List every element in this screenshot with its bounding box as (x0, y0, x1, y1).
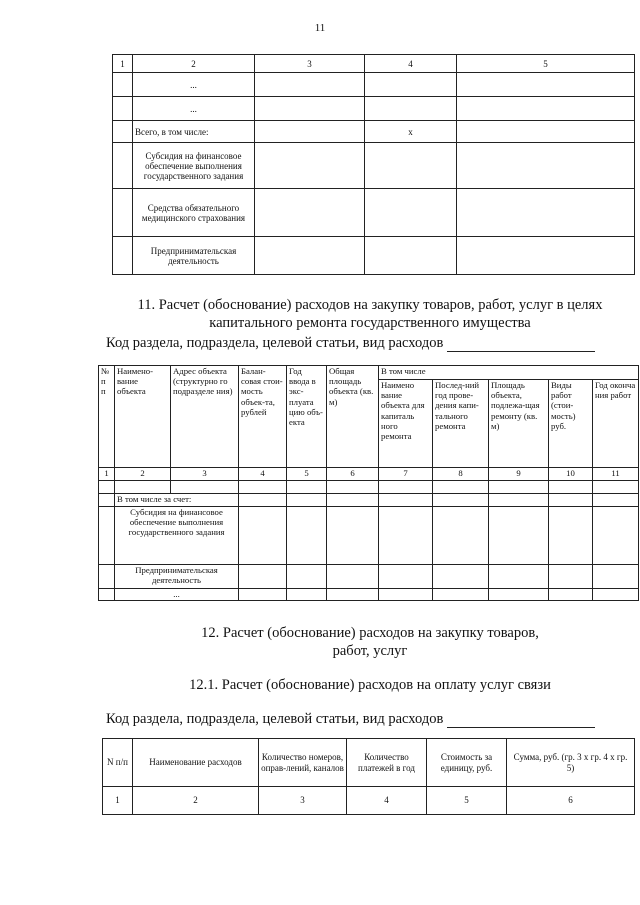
header-cell: Виды работ (стои-мость) руб. (549, 380, 593, 468)
page-number: 11 (314, 22, 326, 34)
row-label: Предпринимательская деятельность (133, 237, 255, 275)
header-cell: Адрес объекта (структурно го подразделе ния) (171, 366, 239, 468)
col-number: 6 (507, 787, 635, 815)
header-cell: Послед-ний год прове-дения капи-тального ремонта (433, 380, 489, 468)
table-row (113, 189, 635, 237)
col-number: 2 (133, 55, 255, 73)
header-cell: Количество платежей в год (347, 739, 427, 787)
header-cell: Балан-совая стои-мость объек-та, рублей (239, 366, 287, 468)
section-12-heading (100, 624, 640, 660)
col-number: 4 (347, 787, 427, 815)
header-cell: Наимено вание объекта для капиталь ного ремонта (379, 380, 433, 468)
column-number-row (113, 55, 635, 73)
row-label: ... (115, 589, 239, 601)
code-row-11 (106, 334, 640, 352)
header-cell: Стоимость за единицу, руб. (427, 739, 507, 787)
col-number: 9 (489, 468, 549, 481)
header-cell: N п/п (103, 739, 133, 787)
heading-line: капитального ремонта государственного имущества (209, 315, 531, 331)
row-label: Субсидия на финансовое обеспечение выполнения государственного задания (133, 143, 255, 189)
header-cell: Наимено-вание объекта (115, 366, 171, 468)
header-cell: Год ввода в экс-плуата цию объ-екта (287, 366, 327, 468)
heading-line: работ, услуг (332, 643, 408, 659)
code-input-line[interactable] (447, 337, 595, 352)
table-communication-services (102, 738, 635, 815)
header-cell: Общая площадь объекта (кв. м) (327, 366, 379, 468)
table-row (113, 121, 635, 143)
header-group: В том числе (379, 366, 639, 380)
col-number: 2 (115, 468, 171, 481)
col-number: 1 (99, 468, 115, 481)
header-cell: Год оконча ния работ (593, 380, 639, 468)
header-cell: Площадь объекта, подлежа-щая ремонту (кв. м) (489, 380, 549, 468)
column-number-row (103, 787, 635, 815)
col-number: 5 (287, 468, 327, 481)
col-number: 8 (433, 468, 489, 481)
code-input-line[interactable] (447, 713, 595, 728)
col-number: 3 (255, 55, 365, 73)
col-number: 7 (379, 468, 433, 481)
col-number: 5 (427, 787, 507, 815)
table-row (99, 494, 639, 507)
code-label: Код раздела, подраздела, целевой статьи, вид расходов (106, 335, 444, 351)
header-cell: Наименование расходов (133, 739, 259, 787)
row-label: ... (133, 73, 255, 97)
table-row (113, 73, 635, 97)
header-row (99, 366, 639, 380)
row-label: В том числе за счет: (115, 494, 239, 507)
row-label: Всего, в том числе: (133, 121, 255, 143)
col-number: 3 (259, 787, 347, 815)
row-label: Субсидия на финансовое обеспечение выполнения государственного задания (115, 507, 239, 565)
heading-line: 11. Расчет (обоснование) расходов на закупку товаров, работ, услуг в целях (137, 297, 603, 313)
col-number: 4 (365, 55, 457, 73)
col-number: 4 (239, 468, 287, 481)
table-row (113, 237, 635, 275)
table-capital-repair (98, 365, 639, 601)
col-number: 1 (113, 55, 133, 73)
section-11-heading (100, 296, 640, 332)
header-cell: Количество номеров, оправ-лений, каналов (259, 739, 347, 787)
col-number: 11 (593, 468, 639, 481)
table-funding-sources (112, 54, 635, 275)
header-cell: № п п (99, 366, 115, 468)
heading-line: 12. Расчет (обоснование) расходов на закупку товаров, (201, 625, 539, 641)
col-number: 5 (457, 55, 635, 73)
table-row (99, 565, 639, 589)
code-row-12 (106, 710, 640, 728)
row-label: Средства обязательного медицинского страхования (133, 189, 255, 237)
table-row (99, 507, 639, 565)
row-label: ... (133, 97, 255, 121)
table-row (99, 589, 639, 601)
section-12-1-heading: 12.1. Расчет (обоснование) расходов на оплату услуг связи (189, 677, 551, 693)
table-row (113, 97, 635, 121)
code-label: Код раздела, подраздела, целевой статьи, вид расходов (106, 711, 444, 727)
x-mark: x (365, 121, 457, 143)
col-number: 1 (103, 787, 133, 815)
table-row (113, 143, 635, 189)
header-cell: Сумма, руб. (гр. 3 x гр. 4 x гр. 5) (507, 739, 635, 787)
column-number-row (99, 468, 639, 481)
col-number: 10 (549, 468, 593, 481)
col-number: 3 (171, 468, 239, 481)
col-number: 6 (327, 468, 379, 481)
row-label: Предпринимательская деятельность (115, 565, 239, 589)
header-row (103, 739, 635, 787)
col-number: 2 (133, 787, 259, 815)
table-row (99, 481, 639, 494)
